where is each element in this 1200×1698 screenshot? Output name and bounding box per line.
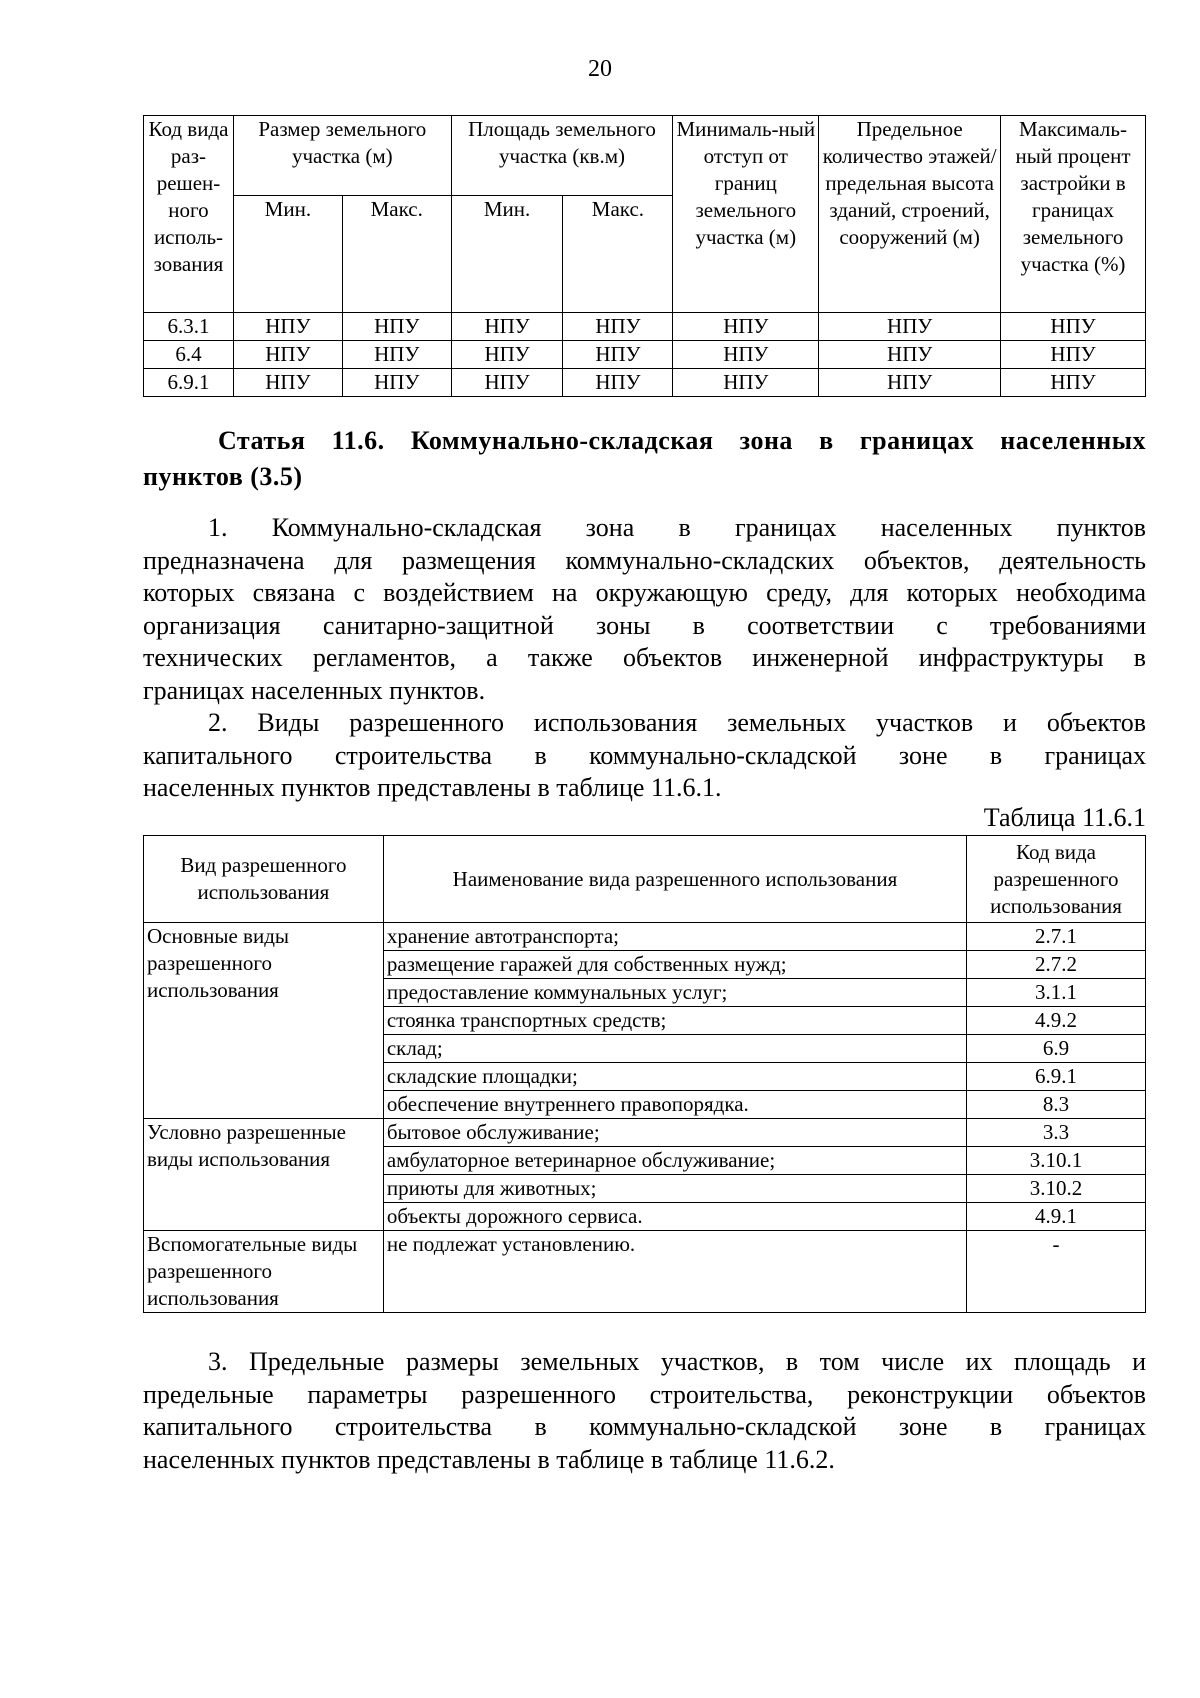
paragraph-line: населенных пунктов представлены в таблице 11.6.1.	[143, 773, 722, 802]
header-area-min: Мин.	[451, 196, 563, 313]
use-code: 6.9	[967, 1035, 1146, 1063]
use-name: амбулаторное ветеринарное обслуживание;	[383, 1147, 966, 1175]
table-header-row	[144, 836, 1146, 923]
paragraph-line: организация санитарно-защитной зоны в соответствии с требованиями	[143, 610, 1146, 640]
table-row	[144, 313, 1146, 341]
use-code: 4.9.1	[967, 1203, 1146, 1231]
use-name: обеспечение внутреннего правопорядка.	[383, 1091, 966, 1119]
cell: НПУ	[819, 341, 1001, 369]
paragraph-line: границах населенных пунктов.	[143, 675, 486, 705]
cell: НПУ	[819, 313, 1001, 341]
parameters-table	[143, 115, 1146, 397]
use-name: не подлежат установлению.	[383, 1231, 966, 1313]
article-heading-line1: Статья 11.6. Коммунально-складская зона в границах населенных	[218, 426, 1146, 455]
cell: НПУ	[1001, 341, 1146, 369]
header-setback: Минималь-ный отступ от границ земельного участка (м)	[673, 116, 819, 313]
article-heading-line2: пунктов (3.5)	[143, 462, 303, 491]
header-code: Код вида раз-решен-ного исполь-зования	[144, 116, 234, 313]
cell: НПУ	[342, 341, 451, 369]
header-floors: Предельное количество этажей/ предельная высота зданий, строений, сооружений (м)	[819, 116, 1001, 313]
use-code: 3.10.2	[967, 1175, 1146, 1203]
table-caption: Таблица 11.6.1	[983, 803, 1146, 832]
header-size-min: Мин.	[233, 196, 342, 313]
paragraph-line: которых связана с воздействием на окружающую среду, для которых необходима	[143, 578, 1146, 607]
use-name: бытовое обслуживание;	[383, 1119, 966, 1147]
header-area-max: Макс.	[563, 196, 673, 313]
cell: НПУ	[673, 369, 819, 397]
group-label: Вспомогательные виды разрешенного использования	[144, 1231, 384, 1313]
use-name: хранение автотранспорта;	[383, 923, 966, 951]
table-row	[144, 1231, 1146, 1313]
table-header-row	[144, 116, 1146, 196]
cell: НПУ	[673, 313, 819, 341]
table-row	[144, 1119, 1146, 1147]
cell: НПУ	[1001, 369, 1146, 397]
group-label: Условно разрешенные виды использования	[144, 1119, 384, 1231]
paragraph-line: капитального строительства в коммунально-складской зоне в границах	[143, 1412, 1146, 1441]
use-name: размещение гаражей для собственных нужд;	[383, 951, 966, 979]
use-name: предоставление коммунальных услуг;	[383, 979, 966, 1007]
article-heading	[143, 423, 1146, 495]
permitted-use-table	[143, 835, 1146, 1313]
use-name: стоянка транспортных средств;	[383, 1007, 966, 1035]
cell: НПУ	[233, 341, 342, 369]
cell: 6.3.1	[144, 313, 234, 341]
paragraph-2	[143, 707, 1146, 805]
paragraph-line: капитального строительства в коммунально-складской зоне в границах	[143, 740, 1146, 770]
header-size-max: Макс.	[342, 196, 451, 313]
cell: НПУ	[233, 369, 342, 397]
cell: НПУ	[451, 313, 563, 341]
cell: НПУ	[451, 369, 563, 397]
page-number: 20	[588, 56, 612, 82]
paragraph-line: 2. Виды разрешенного использования земельных участков и объектов	[208, 708, 1146, 737]
table-row	[144, 369, 1146, 397]
cell: НПУ	[342, 369, 451, 397]
use-code: 8.3	[967, 1091, 1146, 1119]
paragraph-3	[143, 1346, 1146, 1476]
header-coverage: Максималь-ный процент застройки в границах земельного участка (%)	[1001, 116, 1146, 313]
table-row	[144, 341, 1146, 369]
cell: НПУ	[563, 369, 673, 397]
paragraph-line: населенных пунктов представлены в таблице в таблице 11.6.2.	[143, 1444, 835, 1474]
use-name: склад;	[383, 1035, 966, 1063]
use-code: 2.7.1	[967, 923, 1146, 951]
table-row	[144, 923, 1146, 951]
paragraph-line: 3. Предельные размеры земельных участков, в том числе их площадь и	[208, 1347, 1146, 1376]
header-area: Площадь земельного участка (кв.м)	[451, 116, 673, 196]
use-code: 3.1.1	[967, 979, 1146, 1007]
use-name: объекты дорожного сервиса.	[383, 1203, 966, 1231]
cell: НПУ	[563, 341, 673, 369]
paragraph-line: предельные параметры разрешенного строительства, реконструкции объектов	[143, 1379, 1146, 1409]
group-label: Основные виды разрешенного использования	[144, 923, 384, 1119]
cell: НПУ	[673, 341, 819, 369]
paragraph-line: предназначена для размещения коммунально-складских объектов, деятельность	[143, 545, 1146, 575]
use-code: 3.10.1	[967, 1147, 1146, 1175]
cell: НПУ	[563, 313, 673, 341]
use-code: 4.9.2	[967, 1007, 1146, 1035]
cell: НПУ	[1001, 313, 1146, 341]
header-kind: Вид разрешенного использования	[144, 836, 384, 923]
cell: 6.9.1	[144, 369, 234, 397]
use-code: 6.9.1	[967, 1063, 1146, 1091]
cell: НПУ	[819, 369, 1001, 397]
paragraph-line: технических регламентов, а также объектов инженерной инфраструктуры в	[143, 643, 1146, 672]
use-code: 3.3	[967, 1119, 1146, 1147]
header-code: Код вида разрешенного использования	[967, 836, 1146, 923]
use-code: 2.7.2	[967, 951, 1146, 979]
header-size: Размер земельного участка (м)	[233, 116, 451, 196]
cell: 6.4	[144, 341, 234, 369]
use-name: приюты для животных;	[383, 1175, 966, 1203]
header-name: Наименование вида разрешенного использования	[383, 836, 966, 923]
cell: НПУ	[342, 313, 451, 341]
paragraph-1	[143, 512, 1146, 707]
paragraph-line: 1. Коммунально-складская зона в границах населенных пунктов	[208, 513, 1146, 542]
use-code: -	[967, 1231, 1146, 1313]
cell: НПУ	[451, 341, 563, 369]
use-name: складские площадки;	[383, 1063, 966, 1091]
cell: НПУ	[233, 313, 342, 341]
